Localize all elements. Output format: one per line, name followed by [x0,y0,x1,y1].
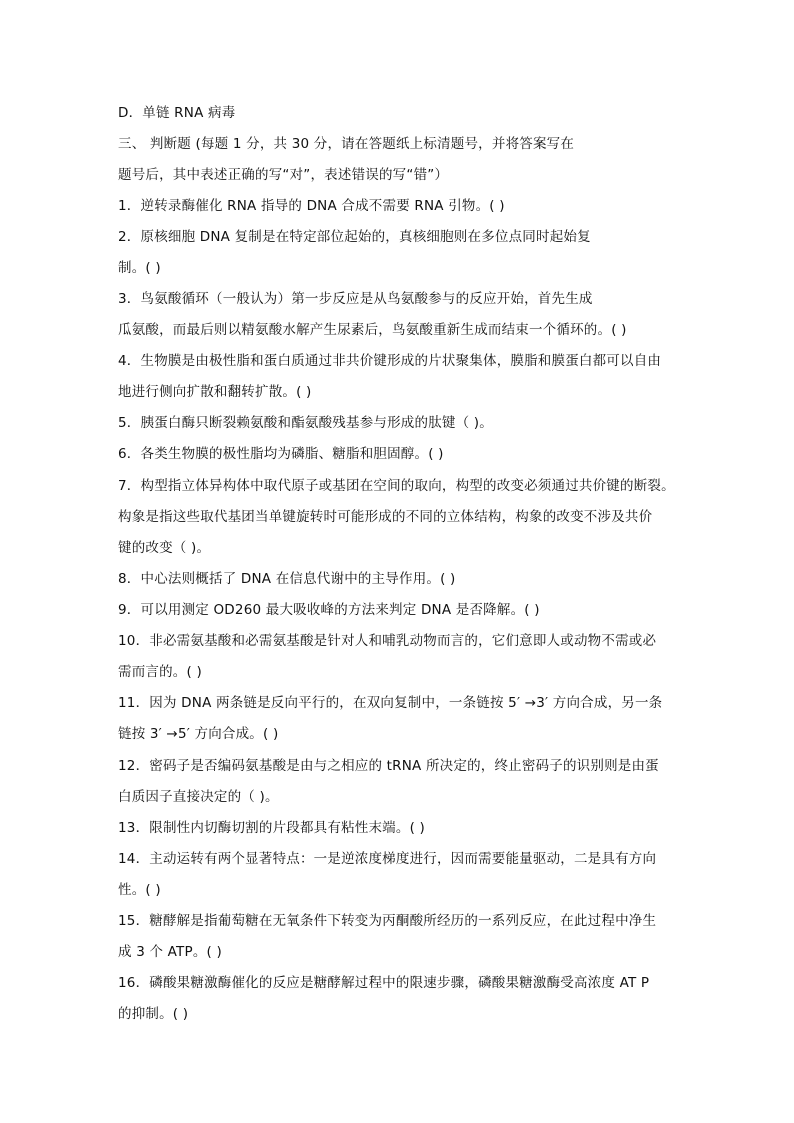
question-9: 9．可以用测定 OD260 最大吸收峰的方法来判定 DNA 是否降解。( ) [118,602,540,618]
text-line: 链按 3′ →5′ 方向合成。( ) [118,726,279,742]
question-2: 2．原核细胞 DNA 复制是在特定部位起始的，真核细胞则在多位点同时起始复 [118,229,591,245]
text-line: 地进行侧向扩散和翻转扩散。( ) [118,384,312,400]
text-line: 瓜氨酸，而最后则以精氨酸水解产生尿素后，鸟氨酸重新生成而结束一个循环的。( ) [118,322,627,338]
question-7: 7．构型指立体异构体中取代原子或基团在空间的取向，构型的改变必须通过共价键的断裂。 [118,478,675,494]
text-line: 构象是指这些取代基团当单键旋转时可能形成的不同的立体结构，构象的改变不涉及共价 [118,509,653,525]
text-line: 白质因子直接决定的（ )。 [118,789,279,805]
question-6: 6．各类生物膜的极性脂均为磷脂、糖脂和胆固醇。( ) [118,446,444,462]
text-line: 的抑制。( ) [118,1006,189,1022]
question-4: 4．生物膜是由极性脂和蛋白质通过非共价键形成的片状聚集体，膜脂和膜蛋白都可以自由 [118,353,662,369]
question-1: 1．逆转录酶催化 RNA 指导的 DNA 合成不需要 RNA 引物。( ) [118,198,505,214]
section-heading: 三、 判断题 (每题 1 分，共 30 分，请在答题纸上标清题号，并将答案写在 [118,136,575,152]
text-line: 成 3 个 ATP。( ) [118,944,222,960]
question-14: 14．主动运转有两个显著特点：一是逆浓度梯度进行，因而需要能量驱动，二是具有方向 [118,851,657,867]
text-line: 制。( ) [118,260,161,276]
text-line: D．单链 RNA 病毒 [118,105,236,121]
text-line: 性。( ) [118,882,161,898]
text-line: 需而言的。( ) [118,664,202,680]
question-11: 11．因为 DNA 两条链是反向平行的，在双向复制中，一条链按 5′ →3′ 方向合成，另一条 [118,695,663,711]
question-13: 13．限制性内切酶切割的片段都具有粘性末端。( ) [118,820,426,836]
question-5: 5．胰蛋白酶只断裂赖氨酸和酯氨酸残基参与形成的肽键（ )。 [118,415,493,431]
question-8: 8．中心法则概括了 DNA 在信息代谢中的主导作用。( ) [118,571,456,587]
text-line: 题号后，其中表述正确的写“对”，表述错误的写“错”） [118,167,449,183]
text-line: 键的改变（ )。 [118,540,211,556]
question-10: 10．非必需氨基酸和必需氨基酸是针对人和哺乳动物而言的，它们意即人或动物不需或必 [118,633,657,649]
question-12: 12．密码子是否编码氨基酸是由与之相应的 tRNA 所决定的，终止密码子的识别则是由蛋 [118,758,659,774]
question-15: 15．糖酵解是指葡萄糖在无氧条件下转变为丙酮酸所经历的一系列反应，在此过程中净生 [118,913,657,929]
question-16: 16．磷酸果糖激酶催化的反应是糖酵解过程中的限速步骤，磷酸果糖激酶受高浓度 AT P [118,975,650,991]
question-3: 3．鸟氨酸循环（一般认为）第一步反应是从鸟氨酸参与的反应开始，首先生成 [118,291,593,307]
